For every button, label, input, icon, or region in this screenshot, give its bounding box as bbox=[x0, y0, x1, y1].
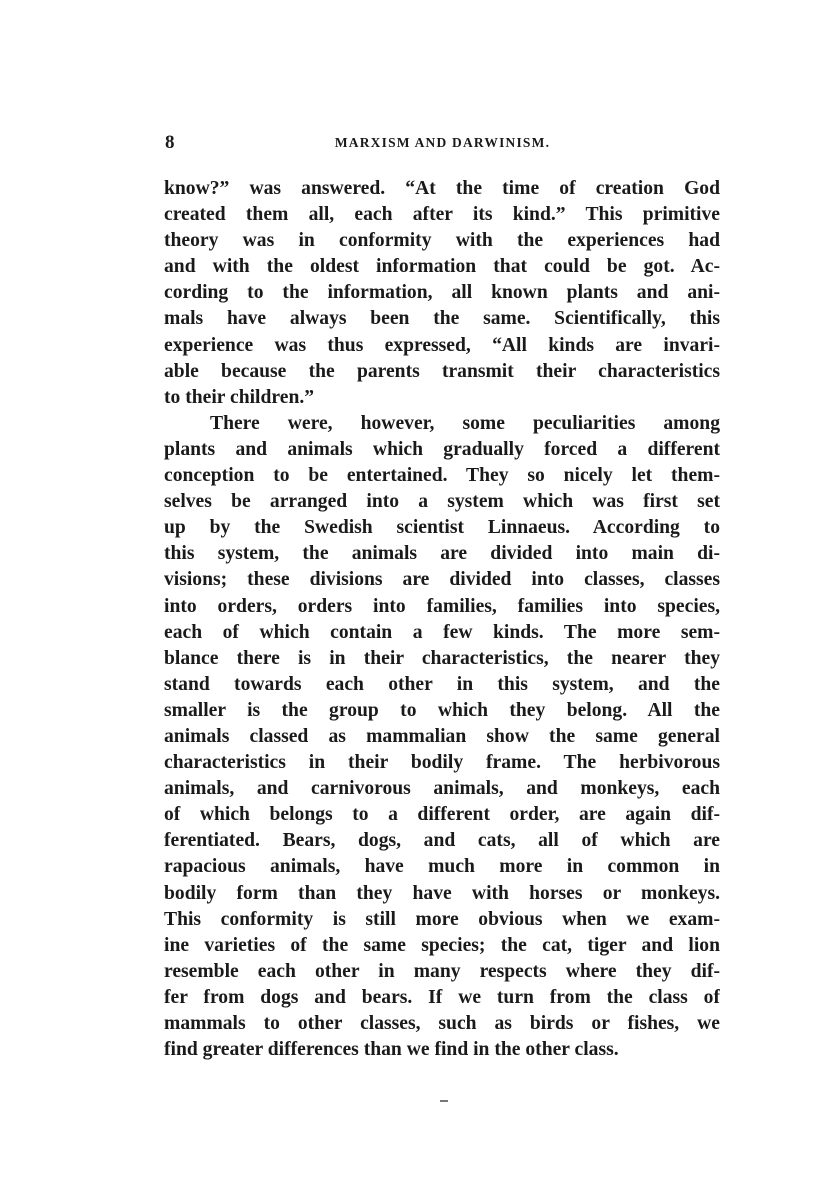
text-line: theory was in conformity with the experiences had bbox=[164, 230, 720, 252]
text-line: animals classed as mammalian show the same general bbox=[164, 725, 720, 747]
text-line: characteristics in their bodily frame. The herbivorous bbox=[164, 752, 720, 774]
text-line: to their children.” bbox=[164, 386, 315, 408]
text-line: animals, and carnivorous animals, and monkeys, each bbox=[164, 778, 720, 800]
text-line: resemble each other in many respects where they dif- bbox=[164, 960, 720, 982]
text-line: plants and animals which gradually forced a different bbox=[164, 438, 720, 460]
text-line: know?” was answered. “At the time of creation God bbox=[164, 178, 720, 199]
text-line: smaller is the group to which they belong. All the bbox=[164, 699, 720, 721]
text-line: and with the oldest information that could be got. Ac- bbox=[164, 256, 720, 278]
text-line: up by the Swedish scientist Linnaeus. According to bbox=[164, 517, 720, 539]
text-line: ferentiated. Bears, dogs, and cats, all of which are bbox=[164, 830, 720, 852]
body-text bbox=[164, 176, 720, 1063]
text-line: able because the parents transmit their characteristics bbox=[164, 360, 720, 382]
text-line: ine varieties of the same species; the cat, tiger and lion bbox=[164, 934, 720, 956]
text-line: fer from dogs and bears. If we turn from the class of bbox=[164, 986, 720, 1008]
text-line: rapacious animals, have much more in common in bbox=[164, 856, 720, 878]
text-line: created them all, each after its kind.” This primitive bbox=[164, 204, 720, 226]
text-line: this system, the animals are divided into main di- bbox=[164, 543, 720, 565]
paragraph bbox=[164, 411, 720, 1063]
page-number: 8 bbox=[165, 132, 175, 153]
text-line: each of which contain a few kinds. The more sem- bbox=[164, 621, 720, 643]
text-line: of which belongs to a different order, are again dif- bbox=[164, 804, 720, 826]
text-line: stand towards each other in this system, and the bbox=[164, 673, 720, 695]
print-mark bbox=[440, 1100, 448, 1102]
text-line: experience was thus expressed, “All kinds are invari- bbox=[164, 334, 720, 356]
text-line: visions; these divisions are divided into classes, classes bbox=[164, 569, 720, 591]
text-line: mammals to other classes, such as birds or fishes, we bbox=[164, 1013, 720, 1034]
text-line: blance there is in their characteristics, the nearer they bbox=[164, 647, 720, 669]
text-line: This conformity is still more obvious when we exam- bbox=[164, 908, 720, 930]
running-header bbox=[165, 132, 720, 156]
text-line: mals have always been the same. Scientifically, this bbox=[164, 308, 720, 330]
text-line: bodily form than they have with horses or monkeys. bbox=[164, 882, 720, 904]
paragraph bbox=[164, 176, 720, 411]
running-title: MARXISM AND DARWINISM. bbox=[334, 135, 551, 150]
text-line: selves be arranged into a system which was first set bbox=[164, 491, 720, 513]
text-line: find greater differences than we find in the other class. bbox=[164, 1039, 619, 1061]
text-line: conception to be entertained. They so nicely let them- bbox=[164, 465, 720, 487]
text-line: into orders, orders into families, families into species, bbox=[164, 595, 720, 617]
text-line: cording to the information, all known plants and ani- bbox=[164, 282, 720, 304]
text-line: There were, however, some peculiarities among bbox=[210, 412, 720, 434]
